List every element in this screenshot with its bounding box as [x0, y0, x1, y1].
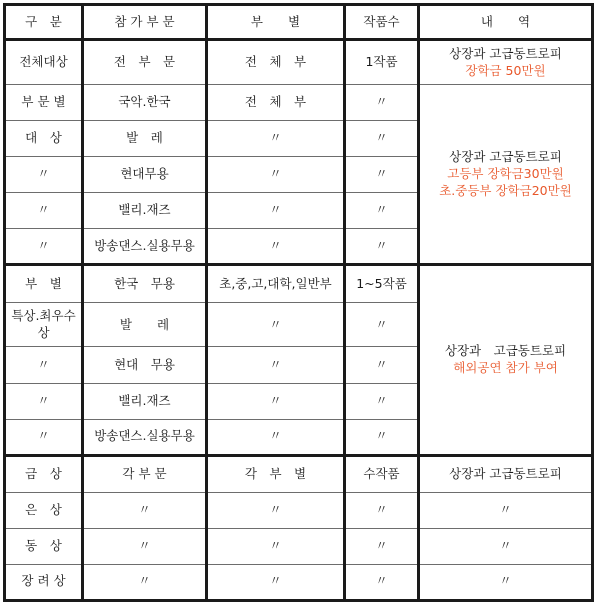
- works-cell: 〃: [345, 85, 419, 121]
- division-cell: 〃: [207, 157, 345, 193]
- special-award-line2: 해외공연 참가 부여: [453, 359, 558, 375]
- division-award-line2: 고등부 장학금30만원: [447, 165, 564, 181]
- header-works: 작품수: [345, 5, 419, 40]
- works-cell: 〃: [345, 157, 419, 193]
- category-cell: 〃: [5, 229, 83, 265]
- details-cell: 〃: [419, 564, 593, 600]
- details-cell: 〃: [419, 528, 593, 564]
- table-row: [5, 265, 593, 303]
- field-cell: 밸리.재즈: [83, 193, 207, 229]
- division-cell: 〃: [207, 229, 345, 265]
- field-cell: 현대 무용: [83, 347, 207, 383]
- table-row: [5, 40, 593, 85]
- works-cell: 〃: [345, 303, 419, 347]
- category-cell: 은 상: [5, 492, 83, 528]
- category-cell: 동 상: [5, 528, 83, 564]
- division-cell: 전 체 부: [207, 40, 345, 85]
- division-cell: 〃: [207, 528, 345, 564]
- division-award-line3: 초.중등부 장학금20만원: [439, 182, 572, 198]
- field-cell: 국악.한국: [83, 85, 207, 121]
- works-cell: 〃: [345, 347, 419, 383]
- header-field: 참 가 부 문: [83, 5, 207, 40]
- works-cell: 1~5작품: [345, 265, 419, 303]
- division-cell: 전 체 부: [207, 85, 345, 121]
- grand-award-cell: [419, 40, 593, 85]
- division-cell: 〃: [207, 303, 345, 347]
- field-cell: 발 레: [83, 303, 207, 347]
- field-cell: 전 부 문: [83, 40, 207, 85]
- field-cell: 현대무용: [83, 157, 207, 193]
- field-cell: 방송댄스.실용무용: [83, 229, 207, 265]
- field-cell: 밸리.재즈: [83, 383, 207, 419]
- field-cell: 〃: [83, 492, 207, 528]
- category-cell: 장 려 상: [5, 564, 83, 600]
- category-cell: 〃: [5, 347, 83, 383]
- category-cell: 〃: [5, 157, 83, 193]
- table-row: [5, 564, 593, 600]
- table-row: [5, 492, 593, 528]
- field-cell: 방송댄스.실용무용: [83, 419, 207, 455]
- table-row: [5, 455, 593, 492]
- table-row: [5, 528, 593, 564]
- division-cell: 〃: [207, 564, 345, 600]
- category-cell: 〃: [5, 383, 83, 419]
- works-cell: 〃: [345, 229, 419, 265]
- works-cell: 1작품: [345, 40, 419, 85]
- grand-award-line1: 상장과 고급동트로피: [449, 45, 562, 61]
- division-cell: 초,중,고,대학,일반부: [207, 265, 345, 303]
- division-cell: 〃: [207, 419, 345, 455]
- category-cell: 〃: [5, 419, 83, 455]
- division-award-cell: [419, 85, 593, 265]
- category-cell: 전체대상: [5, 40, 83, 85]
- division-cell: 〃: [207, 347, 345, 383]
- category-cell: 〃: [5, 193, 83, 229]
- works-cell: 〃: [345, 419, 419, 455]
- category-cell: 부 문 별: [5, 85, 83, 121]
- division-cell: 각 부 별: [207, 455, 345, 492]
- field-cell: 〃: [83, 564, 207, 600]
- table-row: [5, 85, 593, 121]
- works-cell: 〃: [345, 564, 419, 600]
- special-award-cell: [419, 265, 593, 455]
- category-cell: 대 상: [5, 121, 83, 157]
- works-cell: 〃: [345, 383, 419, 419]
- division-cell: 〃: [207, 492, 345, 528]
- header-category: 구 분: [5, 5, 83, 40]
- works-cell: 〃: [345, 193, 419, 229]
- special-award-line1: 상장과 고급동트로피: [444, 343, 567, 359]
- award-table: [3, 3, 594, 602]
- header-row: [5, 5, 593, 40]
- category-cell: 부 별: [5, 265, 83, 303]
- works-cell: 〃: [345, 121, 419, 157]
- header-details: 내 역: [419, 5, 593, 40]
- works-cell: 수작품: [345, 455, 419, 492]
- division-cell: 〃: [207, 121, 345, 157]
- field-cell: 한국 무용: [83, 265, 207, 303]
- works-cell: 〃: [345, 528, 419, 564]
- division-cell: 〃: [207, 193, 345, 229]
- division-cell: 〃: [207, 383, 345, 419]
- field-cell: 각 부 문: [83, 455, 207, 492]
- works-cell: 〃: [345, 492, 419, 528]
- grand-award-line2: 장학금 50만원: [465, 62, 546, 78]
- category-cell: 특상.최우수상: [5, 303, 83, 347]
- category-cell: 금 상: [5, 455, 83, 492]
- division-award-line1: 상장과 고급동트로피: [449, 148, 562, 164]
- header-division: 부 별: [207, 5, 345, 40]
- details-cell: 상장과 고급동트로피: [419, 455, 593, 492]
- field-cell: 〃: [83, 528, 207, 564]
- details-cell: 〃: [419, 492, 593, 528]
- field-cell: 발 레: [83, 121, 207, 157]
